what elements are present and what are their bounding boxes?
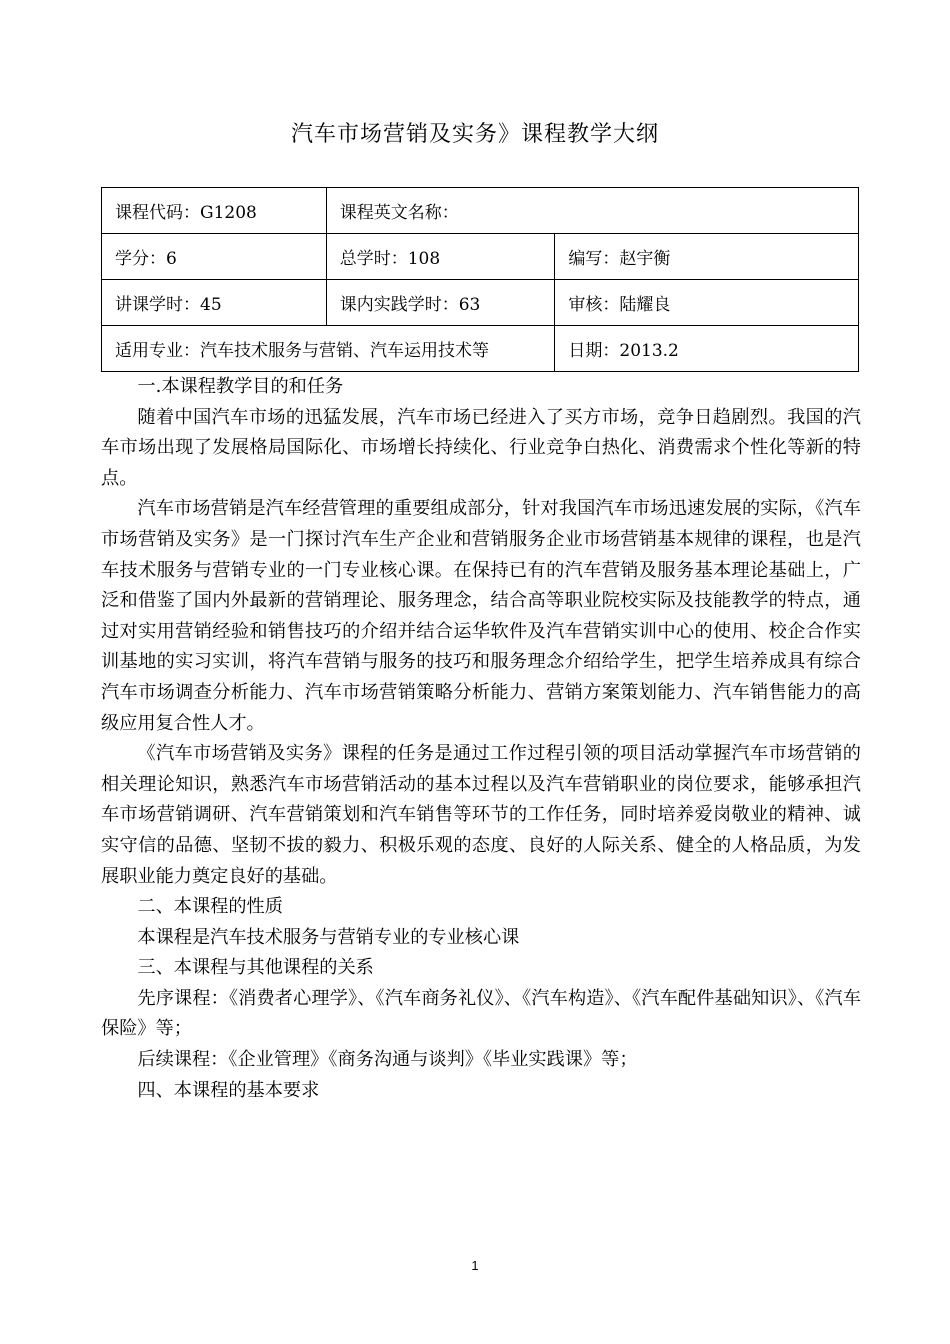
course-code-cell: 课程代码：G1208 [102, 188, 327, 234]
paragraph: 汽车市场营销是汽车经营管理的重要组成部分，针对我国汽车市场迅速发展的实际，《汽车市场营销及实务》是一门探讨汽车生产企业和营销服务企业市场营销基本规律的课程，也是汽车技术服务与营销专业的一门专业核心课。在保持已有的汽车营销及服务基本理论基础上，广泛和借鉴了国内外最新的营销理论、服务理念，结合高等职业院校实际及技能教学的特点，通过对实用营销经验和销售技巧的介绍并结合运华软件及汽车营销实训中心的使用、校企合作实训基地的实习实训，将汽车营销与服务的技巧和服务理念介绍给学生，把学生培养成具有综合汽车市场调查分析能力、汽车市场营销策略分析能力、营销方案策划能力、汽车销售能力的高级应用复合性人才。 [101, 498, 861, 734]
total-hours-cell: 总学时：108 [326, 234, 555, 280]
table-row [102, 188, 859, 234]
author-cell: 编写：赵宇衡 [555, 234, 859, 280]
course-info-table [101, 187, 859, 372]
paragraph: 随着中国汽车市场的迅猛发展，汽车市场已经进入了买方市场，竞争日趋剧烈。我国的汽车市场出现了发展格局国际化、市场增长持续化、行业竞争白热化、消费需求个性化等新的特点。 [101, 406, 861, 489]
table-row [102, 280, 859, 326]
section-heading: 二、本课程的性质 [137, 896, 283, 918]
paragraph: 先序课程：《消费者心理学》、《汽车商务礼仪》、《汽车构造》、《汽车配件基础知识》、《汽车保险》等； [101, 987, 861, 1040]
section-heading: 一.本课程教学目的和任务 [137, 376, 344, 397]
credits-cell: 学分：6 [102, 234, 327, 280]
paragraph: 后续课程：《企业管理》《商务沟通与谈判》《毕业实践课》等； [137, 1049, 638, 1071]
date-cell: 日期：2013.2 [555, 326, 859, 372]
document-title: 汽车市场营销及实务》课程教学大纲 [290, 122, 659, 147]
document-body [101, 372, 861, 1106]
section-heading: 四、本课程的基本要求 [137, 1079, 320, 1101]
majors-cell: 适用专业：汽车技术服务与营销、汽车运用技术等 [102, 326, 555, 372]
table-row [102, 326, 859, 372]
practice-hours-cell: 课内实践学时：63 [326, 280, 555, 326]
paragraph: 《汽车市场营销及实务》课程的任务是通过工作过程引领的项目活动掌握汽车市场营销的相关理论知识，熟悉汽车市场营销活动的基本过程以及汽车营销职业的岗位要求，能够承担汽车市场营销调研、汽车营销策划和汽车销售等环节的工作任务，同时培养爱岗敬业的精神、诚实守信的品德、坚韧不拔的毅力、积极乐观的态度、良好的人际关系、健全的人格品质，为发展职业能力奠定良好的基础。 [101, 743, 861, 887]
lecture-hours-cell: 讲课学时：45 [102, 280, 327, 326]
reviewer-cell: 审核：陆耀良 [555, 280, 859, 326]
table-row [102, 234, 859, 280]
page-number: 1 [471, 1258, 479, 1273]
paragraph: 本课程是汽车技术服务与营销专业的专业核心课 [137, 926, 520, 948]
section-heading: 三、本课程与其他课程的关系 [137, 957, 374, 979]
english-name-cell: 课程英文名称： [326, 188, 858, 234]
